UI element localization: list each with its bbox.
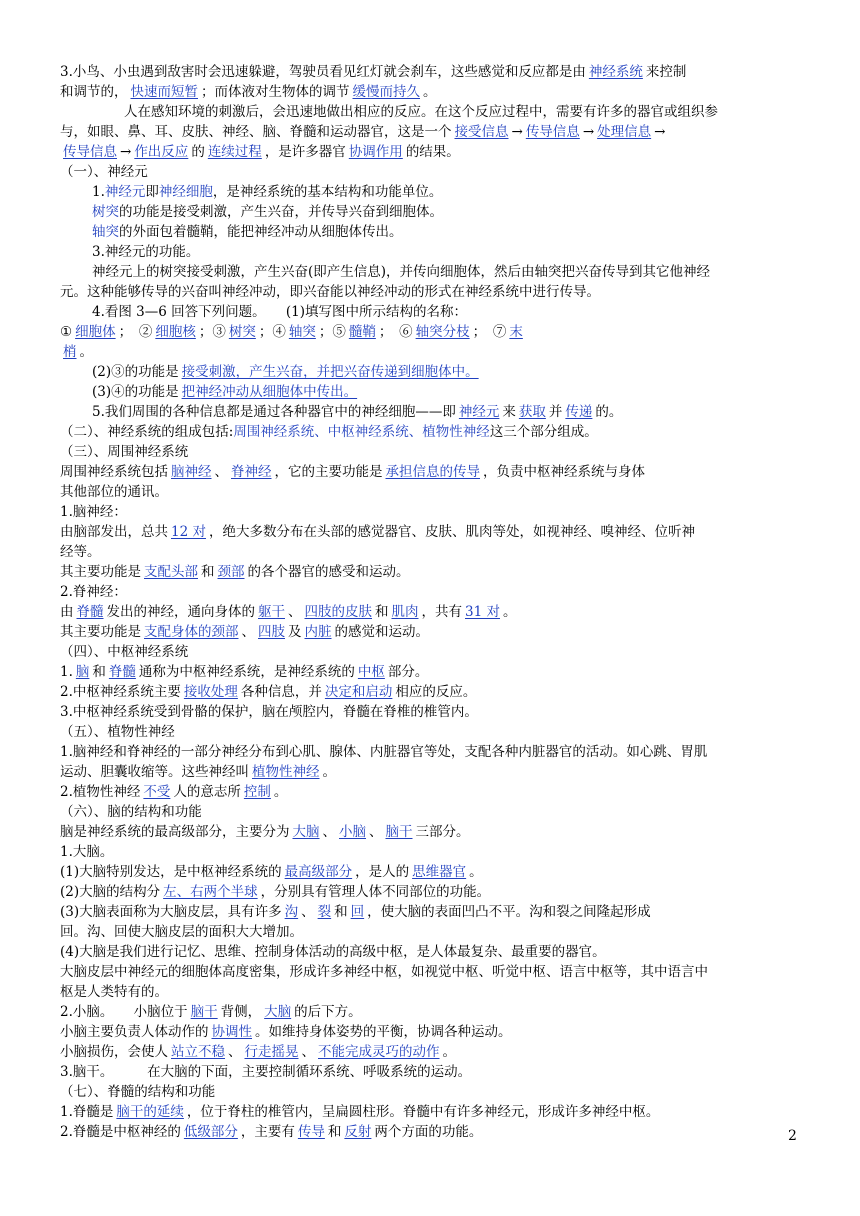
answer-blank: 植物性神经 bbox=[252, 764, 320, 780]
highlighted-term: 周围神经系统、中枢神经系统、植物性神经 bbox=[233, 424, 490, 440]
text-segment: 、 bbox=[369, 824, 383, 840]
text-line bbox=[124, 102, 805, 122]
text-segment: 其主要功能是 bbox=[60, 564, 141, 580]
answer-blank: 脊神经 bbox=[231, 464, 272, 480]
answer-blank: 脑干的延续 bbox=[116, 1104, 184, 1120]
text-segment: 、 bbox=[241, 624, 255, 640]
answer-blank: 脊髓 bbox=[108, 664, 136, 680]
answer-blank: 31 对 bbox=[465, 604, 500, 620]
text-segment: 的感觉和运动。 bbox=[334, 624, 429, 640]
text-segment: 1.脑神经： bbox=[60, 504, 127, 520]
text-line bbox=[60, 1042, 805, 1062]
text-line bbox=[60, 702, 805, 722]
text-segment: 三部分。 bbox=[415, 824, 470, 840]
text-line bbox=[92, 302, 805, 322]
text-segment: 即 bbox=[145, 184, 159, 200]
answer-blank: 髓鞘 bbox=[348, 324, 376, 340]
text-segment: 。 bbox=[79, 344, 93, 360]
text-segment: （六）、脑的结构和功能 bbox=[60, 804, 202, 820]
text-segment: 其主要功能是 bbox=[60, 624, 141, 640]
answer-blank: 躯干 bbox=[258, 604, 285, 620]
answer-blank: 最高级部分 bbox=[284, 864, 353, 880]
text-segment: ① bbox=[60, 324, 73, 340]
text-segment: 、 bbox=[228, 1044, 242, 1060]
text-segment: 小脑损伤，会使人 bbox=[60, 1044, 168, 1060]
text-segment: → bbox=[582, 124, 595, 140]
text-line bbox=[60, 62, 805, 82]
text-segment: → bbox=[654, 124, 666, 140]
answer-blank: 脑 bbox=[75, 664, 90, 680]
text-segment: 的后下方。 bbox=[294, 1004, 362, 1020]
text-line bbox=[60, 662, 805, 682]
text-segment: 通称为中枢神经系统，是神经系统的 bbox=[138, 664, 355, 680]
answer-blank: 大脑 bbox=[264, 1004, 292, 1020]
text-line bbox=[60, 742, 805, 762]
text-segment: 1.脊髓是 bbox=[60, 1104, 114, 1120]
text-segment: 其他部位的通讯。 bbox=[60, 484, 168, 500]
answer-blank: 内脏 bbox=[304, 624, 332, 640]
answer-blank: 沟 bbox=[284, 904, 299, 920]
text-segment: 2.小脑。 小脑位于 bbox=[60, 1004, 188, 1020]
answer-blank: 轴突分枝 bbox=[415, 324, 470, 340]
text-line bbox=[60, 582, 805, 602]
answer-blank: 裂 bbox=[317, 904, 332, 920]
text-segment: 和 bbox=[92, 664, 106, 680]
answer-blank: 颈部 bbox=[217, 564, 245, 580]
answer-blank: 不能完成灵巧的动作 bbox=[318, 1044, 440, 1060]
text-segment: 发出的神经，通向身体的 bbox=[106, 604, 255, 620]
text-line bbox=[92, 402, 805, 422]
text-segment: ；而体液对生物体的调节 bbox=[201, 84, 350, 100]
text-segment: 、 bbox=[301, 1044, 315, 1060]
text-line bbox=[92, 242, 805, 262]
text-segment: 。 bbox=[273, 784, 288, 800]
text-line bbox=[60, 422, 805, 442]
text-segment: → bbox=[120, 144, 132, 160]
answer-blank: 树突 bbox=[228, 324, 256, 340]
text-line bbox=[60, 842, 805, 862]
text-segment: 3.中枢神经系统受到骨骼的保护，脑在颅腔内，脊髓在脊椎的椎管内。 bbox=[60, 704, 478, 720]
text-segment: （三）、周围神经系统 bbox=[60, 444, 189, 460]
answer-blank: 快速而短暂 bbox=[130, 84, 198, 100]
text-segment: (2)大脑的结构分 bbox=[60, 884, 161, 900]
text-segment: 的各个器官的感受和运动。 bbox=[247, 564, 410, 580]
answer-blank: 获取 bbox=[518, 404, 546, 420]
text-segment: 并 bbox=[548, 404, 563, 420]
text-segment: 枢是人类特有的。 bbox=[60, 984, 168, 1000]
text-line bbox=[60, 482, 805, 502]
answer-blank: 传导信息 bbox=[63, 144, 117, 160]
text-line bbox=[60, 1122, 805, 1142]
text-segment: 人在感知环境的刺激后，会迅速地做出相应的反应。在这个反应过程中，需要有许多的器官或组织参 bbox=[124, 104, 718, 120]
text-segment: 和 bbox=[327, 1124, 342, 1140]
text-segment: 3.小鸟、小虫遇到敌害时会迅速躲避，驾驶员看见红灯就会刹车，这些感觉和反应都是由 bbox=[60, 64, 586, 80]
text-line bbox=[60, 82, 805, 102]
text-segment: ，位于脊柱的椎管内，呈扁圆柱形。脊髓中有许多神经元，形成许多神经中枢。 bbox=[186, 1104, 660, 1120]
text-line bbox=[60, 922, 805, 942]
text-segment: 回。沟、回使大脑皮层的面积大大增加。 bbox=[60, 924, 303, 940]
text-segment: ，共有 bbox=[421, 604, 462, 620]
text-segment: ，是人的 bbox=[355, 864, 410, 880]
text-segment: 。 bbox=[322, 764, 336, 780]
text-line bbox=[60, 602, 805, 622]
text-line bbox=[60, 622, 805, 642]
text-segment: ，主要有 bbox=[240, 1124, 295, 1140]
text-line bbox=[60, 1062, 805, 1082]
answer-blank: 行走摇晃 bbox=[244, 1044, 299, 1060]
text-segment: ；④ bbox=[258, 324, 286, 340]
text-segment: ，绝大多数分布在头部的感觉器官、皮肤、肌肉等处，如视神经、嗅神经、位听神 bbox=[208, 524, 695, 540]
text-segment: 1.大脑。 bbox=[60, 844, 114, 860]
text-segment: 2.脊神经： bbox=[60, 584, 127, 600]
answer-blank: 脊髓 bbox=[76, 604, 104, 620]
text-segment: 来 bbox=[502, 404, 516, 420]
text-segment: （四）、中枢神经系统 bbox=[60, 644, 189, 660]
answer-blank: 四肢 bbox=[258, 624, 285, 640]
text-segment: 运动、胆囊收缩等。这些神经叫 bbox=[60, 764, 249, 780]
text-segment: 经等。 bbox=[60, 544, 101, 560]
text-segment: （一）、神经元 bbox=[60, 164, 148, 180]
answer-blank: 协调作用 bbox=[348, 144, 403, 160]
text-segment: 脑是神经系统的最高级部分，主要分为 bbox=[60, 824, 290, 840]
text-segment: 、 bbox=[214, 464, 228, 480]
text-line bbox=[60, 542, 805, 562]
text-segment: 2.植物性神经 bbox=[60, 784, 141, 800]
answer-blank: 脑神经 bbox=[171, 464, 212, 480]
text-segment: 和调节的， bbox=[60, 84, 128, 100]
text-line bbox=[60, 802, 805, 822]
answer-blank: 传导 bbox=[297, 1124, 325, 1140]
answer-blank: 协调性 bbox=[211, 1024, 252, 1040]
text-segment: 。 bbox=[423, 84, 437, 100]
answer-blank: 接受刺激，产生兴奋，并把兴奋传递到细胞体中。 bbox=[181, 364, 479, 380]
text-segment: → bbox=[511, 124, 523, 140]
text-line bbox=[60, 1002, 805, 1022]
answer-blank: 接受信息 bbox=[454, 124, 509, 140]
answer-blank: 把神经冲动从细胞体中传出。 bbox=[181, 384, 358, 400]
text-segment: 由 bbox=[60, 604, 74, 620]
answer-blank: 左、右两个半球 bbox=[163, 884, 258, 900]
text-segment: 小脑主要负责人体动作的 bbox=[60, 1024, 209, 1040]
text-segment: 和 bbox=[334, 904, 348, 920]
text-segment: 。 bbox=[442, 1044, 456, 1060]
text-line bbox=[60, 142, 805, 162]
text-segment: ，它的主要功能是 bbox=[274, 464, 383, 480]
answer-blank: 控制 bbox=[243, 784, 271, 800]
text-line bbox=[60, 962, 805, 982]
text-line bbox=[60, 522, 805, 542]
text-segment: 3.脑干。 在大脑的下面，主要控制循环系统、呼吸系统的运动。 bbox=[60, 1064, 472, 1080]
text-segment: （二）、神经系统的组成包括: bbox=[60, 424, 234, 440]
text-line bbox=[60, 502, 805, 522]
answer-blank: 支配头部 bbox=[144, 564, 198, 580]
text-line bbox=[60, 862, 805, 882]
text-line bbox=[92, 362, 805, 382]
text-line bbox=[60, 122, 805, 142]
text-segment: 。 bbox=[502, 604, 517, 620]
highlighted-term: 轴突 bbox=[92, 224, 119, 240]
text-segment: 2.中枢神经系统主要 bbox=[60, 684, 181, 700]
answer-blank: 反射 bbox=[344, 1124, 372, 1140]
text-segment: ，是神经系统的基本结构和功能单位。 bbox=[212, 184, 443, 200]
text-segment: (2)③的功能是 bbox=[92, 364, 179, 380]
text-line bbox=[60, 682, 805, 702]
answer-blank: 站立不稳 bbox=[171, 1044, 225, 1060]
text-segment: 的结果。 bbox=[405, 144, 460, 160]
answer-blank: 脑干 bbox=[385, 824, 413, 840]
answer-blank: 神经元 bbox=[458, 404, 500, 420]
answer-blank: 四肢的皮肤 bbox=[304, 604, 372, 620]
text-segment: 1. bbox=[60, 664, 73, 680]
text-segment: 大脑皮层中神经元的细胞体高度密集，形成许多神经中枢，如视觉中枢、听觉中枢、语言中枢等，其中语言中 bbox=[60, 964, 708, 980]
text-segment: 4.看图 3—6 回答下列问题。 (1)填写图中所示结构的名称： bbox=[92, 304, 468, 320]
answer-blank: 肌肉 bbox=[391, 604, 419, 620]
text-segment: 和 bbox=[201, 564, 215, 580]
answer-blank: 脑干 bbox=[190, 1004, 218, 1020]
answer-blank: 低级部分 bbox=[183, 1124, 238, 1140]
text-segment: 。如维持身体姿势的平衡，协调各种运动。 bbox=[255, 1024, 512, 1040]
text-segment: 、 bbox=[322, 824, 336, 840]
text-line bbox=[92, 382, 805, 402]
text-segment: 部分。 bbox=[387, 664, 429, 680]
text-segment: 人的意志所 bbox=[173, 784, 241, 800]
text-line bbox=[60, 942, 805, 962]
answer-blank: 细胞核 bbox=[155, 324, 196, 340]
text-segment: (1)大脑特别发达，是中枢神经系统的 bbox=[60, 864, 282, 880]
text-segment: (3)④的功能是 bbox=[92, 384, 179, 400]
text-segment: （五）、植物性神经 bbox=[60, 724, 175, 740]
text-line bbox=[92, 182, 805, 202]
text-line bbox=[60, 1082, 805, 1102]
text-segment: 5.我们周围的各种信息都是通过各种器官中的神经细胞——即 bbox=[92, 404, 456, 420]
text-segment: 各种信息，并 bbox=[240, 684, 322, 700]
answer-blank: 小脑 bbox=[339, 824, 366, 840]
text-line bbox=[60, 722, 805, 742]
text-line bbox=[60, 462, 805, 482]
text-line bbox=[92, 202, 805, 222]
text-segment: 1.脑神经和脊神经的一部分神经分布到心肌、腺体、内脏器官等处，支配各种内脏器官的活动。如心跳、胃肌 bbox=[60, 744, 708, 760]
text-segment: (3)大脑表面称为大脑皮层，具有许多 bbox=[60, 904, 282, 920]
text-line bbox=[60, 562, 805, 582]
answer-blank: 作出反应 bbox=[134, 144, 189, 160]
text-segment: 相应的反应。 bbox=[395, 684, 477, 700]
answer-blank: 决定和启动 bbox=[324, 684, 393, 700]
text-segment: (4)大脑是我们进行记忆、思维、控制身体活动的高级中枢，是人体最复杂、最重要的器官。 bbox=[60, 944, 606, 960]
answer-blank: 连续过程 bbox=[207, 144, 262, 160]
highlighted-term: 神经细胞 bbox=[158, 184, 213, 200]
text-segment: ； ② bbox=[118, 324, 153, 340]
text-segment: ，负责中枢神经系统与身体 bbox=[483, 464, 645, 480]
text-segment: 、 bbox=[288, 604, 302, 620]
text-line bbox=[92, 222, 805, 242]
text-line bbox=[60, 282, 805, 302]
answer-blank: 回 bbox=[350, 904, 365, 920]
answer-blank: 12 对 bbox=[171, 524, 206, 540]
text-segment: 和 bbox=[375, 604, 389, 620]
text-line bbox=[92, 262, 805, 282]
text-segment: ，分别具有管理人体不同部位的功能。 bbox=[260, 884, 491, 900]
text-segment: 1. bbox=[92, 184, 105, 200]
text-segment: ；③ bbox=[198, 324, 226, 340]
answer-blank: 中枢 bbox=[357, 664, 385, 680]
text-segment: 的外面包着髓鞘，能把神经冲动从细胞体传出。 bbox=[119, 224, 403, 240]
text-line bbox=[60, 762, 805, 782]
answer-blank: 梢 bbox=[63, 344, 77, 360]
answer-blank: 支配身体的颈部 bbox=[144, 624, 239, 640]
text-segment: 的功能是接受刺激，产生兴奋，并传导兴奋到细胞体。 bbox=[119, 204, 443, 220]
text-segment: 的 bbox=[191, 144, 205, 160]
text-segment: （七）、脊髓的结构和功能 bbox=[60, 1084, 216, 1100]
text-line bbox=[60, 342, 805, 362]
text-line bbox=[60, 1022, 805, 1042]
text-segment: 与，如眼、鼻、耳、皮肤、神经、脑、脊髓和运动器官，这是一个 bbox=[60, 124, 452, 140]
text-segment: 由脑部发出，总共 bbox=[60, 524, 168, 540]
answer-blank: 神经系统 bbox=[588, 64, 643, 80]
text-line bbox=[60, 1102, 805, 1122]
highlighted-term: 神经元 bbox=[104, 184, 146, 200]
answer-blank: 传递 bbox=[565, 404, 593, 420]
answer-blank: 思维器官 bbox=[412, 864, 467, 880]
text-line bbox=[60, 322, 805, 342]
answer-blank: 细胞体 bbox=[75, 324, 116, 340]
text-segment: ；⑤ bbox=[318, 324, 346, 340]
answer-blank: 不受 bbox=[143, 784, 171, 800]
text-segment: 及 bbox=[288, 624, 302, 640]
text-segment: 来控制 bbox=[645, 64, 687, 80]
answer-blank: 缓慢而持久 bbox=[352, 84, 420, 100]
answer-blank: 轴突 bbox=[288, 324, 316, 340]
text-segment: 2.脊髓是中枢神经的 bbox=[60, 1124, 181, 1140]
text-segment: 3.神经元的功能。 bbox=[92, 244, 200, 260]
text-segment: 这三个部分组成。 bbox=[489, 424, 598, 440]
text-segment: 神经元上的树突接受刺激，产生兴奋(即产生信息)，并传向细胞体，然后由轴突把兴奋传导到其它他神经 bbox=[92, 264, 711, 280]
text-segment: 的。 bbox=[595, 404, 623, 420]
text-line bbox=[60, 442, 805, 462]
answer-blank: 处理信息 bbox=[597, 124, 652, 140]
text-segment: 。 bbox=[469, 864, 483, 880]
answer-blank: 末 bbox=[509, 324, 523, 340]
text-line bbox=[60, 982, 805, 1002]
text-segment: 周围神经系统包括 bbox=[60, 464, 168, 480]
text-line bbox=[60, 782, 805, 802]
text-segment: ，使大脑的表面凹凸不平。沟和裂之间隆起形成 bbox=[367, 904, 651, 920]
text-segment: ； ⑦ bbox=[472, 324, 507, 340]
page-number: 2 bbox=[788, 1128, 797, 1144]
text-line bbox=[60, 902, 805, 922]
text-line bbox=[60, 882, 805, 902]
text-line bbox=[60, 162, 805, 182]
text-segment: ； ⑥ bbox=[378, 324, 413, 340]
answer-blank: 承担信息的传导 bbox=[385, 464, 480, 480]
text-segment: 两个方面的功能。 bbox=[374, 1124, 483, 1140]
text-segment: 元。这种能够传导的兴奋叫神经冲动，即兴奋能以神经冲动的形式在神经系统中进行传导。 bbox=[60, 284, 600, 300]
text-line bbox=[60, 642, 805, 662]
text-line bbox=[60, 822, 805, 842]
text-segment: 、 bbox=[301, 904, 315, 920]
text-segment: ，是许多器官 bbox=[264, 144, 346, 160]
answer-blank: 传导信息 bbox=[525, 124, 580, 140]
text-segment: 背侧， bbox=[220, 1004, 262, 1020]
answer-blank: 大脑 bbox=[292, 824, 320, 840]
highlighted-term: 树突 bbox=[92, 204, 119, 220]
answer-blank: 接收处理 bbox=[183, 684, 238, 700]
